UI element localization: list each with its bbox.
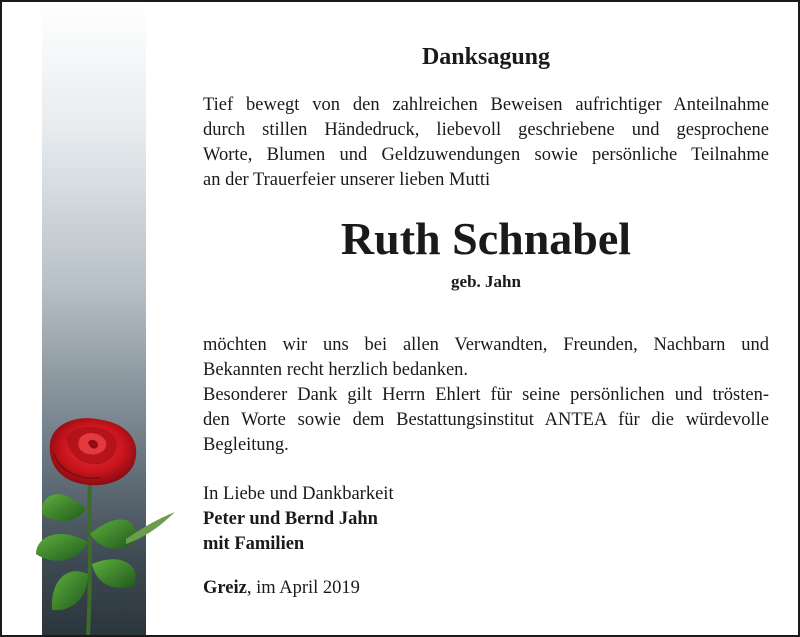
birth-name: geb. Jahn bbox=[451, 272, 521, 291]
place: Greiz bbox=[203, 578, 247, 598]
thanks-paragraph bbox=[203, 333, 769, 383]
special-thanks-line: Besonderer Dank gilt Herrn Ehlert für seine persönlichen und trösten- bbox=[203, 385, 769, 405]
special-thanks-line: den Worte sowie dem Bestattungsinstitut ANTEA für die würdevolle bbox=[203, 410, 769, 430]
place-date bbox=[203, 576, 360, 601]
deceased-name: Ruth Schnabel bbox=[340, 213, 632, 264]
intro-line: Worte, Blumen und Geldzuwendungen sowie persönliche Teilnahme bbox=[203, 145, 769, 165]
red-rose-icon bbox=[30, 414, 180, 636]
signatory: mit Familien bbox=[203, 534, 305, 554]
notice-title: Danksagung bbox=[421, 44, 551, 70]
thanks-line: Bekannten recht herzlich bedanken. bbox=[203, 360, 469, 380]
intro-line: an der Trauerfeier unserer lieben Mutti bbox=[203, 170, 491, 190]
intro-paragraph bbox=[203, 93, 769, 193]
closing-phrase: In Liebe und Dankbarkeit bbox=[203, 484, 394, 504]
closing-block bbox=[203, 482, 769, 557]
signatory: Peter und Bernd Jahn bbox=[203, 509, 378, 529]
intro-line: Tief bewegt von den zahlreichen Beweisen aufrichtiger Anteilnahme bbox=[203, 95, 769, 115]
special-thanks-paragraph bbox=[203, 383, 769, 458]
date: , im April 2019 bbox=[246, 578, 360, 598]
thanks-line: möchten wir uns bei allen Verwandten, Freunden, Nachbarn und bbox=[203, 335, 769, 355]
special-thanks-line: Begleitung. bbox=[203, 435, 289, 455]
intro-line: durch stillen Händedruck, liebevoll geschriebene und gesprochene bbox=[203, 120, 769, 140]
